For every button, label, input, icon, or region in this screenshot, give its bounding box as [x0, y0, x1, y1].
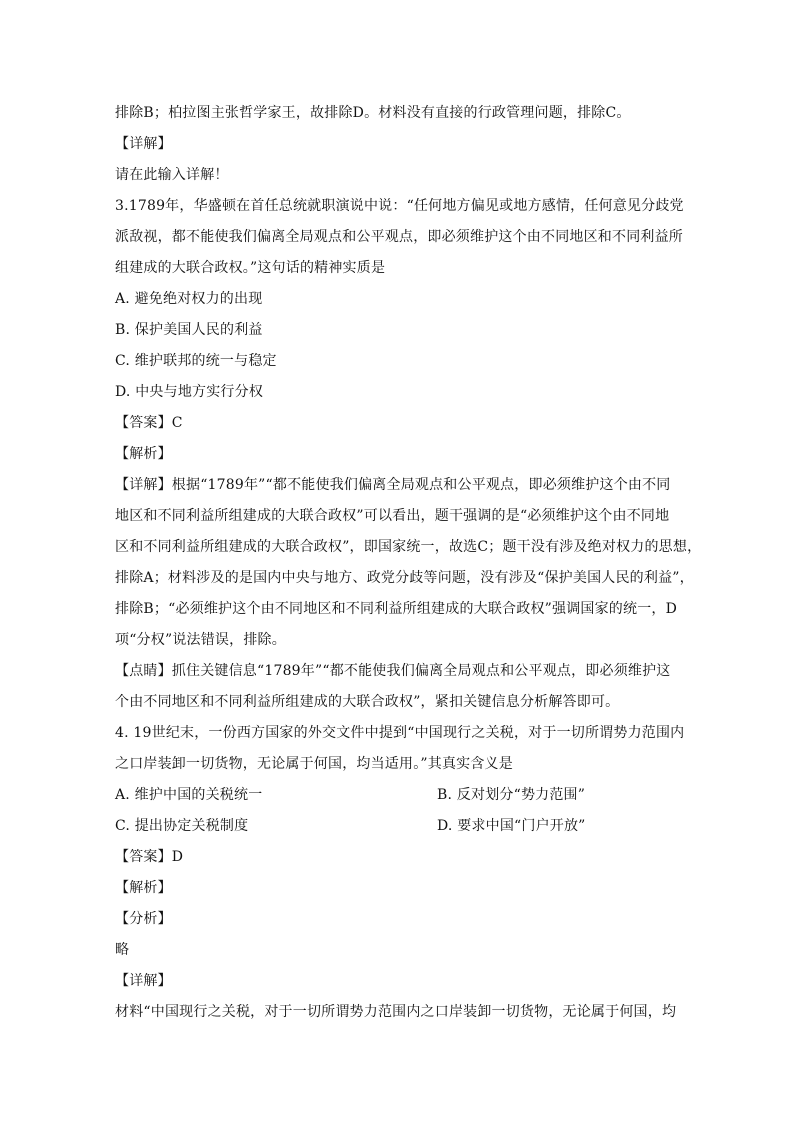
- question-3-stem: 3.1789年，华盛顿在首任总统就职演说中说：“任何地方偏见或地方感情，任何意见分歧党: [115, 198, 684, 214]
- question-3-explanation: 排除A；材料涉及的是国内中央与地方、政党分歧等问题，没有涉及“保护美国人民的利益”，: [115, 570, 694, 586]
- question-4-option-c: C. 提出协定关税制度: [115, 818, 249, 834]
- text-line: 排除B；柏拉图主张哲学家王，故排除D。材料没有直接的行政管理问题，排除C。: [115, 105, 631, 121]
- question-3-answer: 【答案】C: [115, 415, 183, 431]
- question-3-explanation: 区和不同利益所组建成的大联合政权”，即国家统一，故选C；题干没有涉及绝对权力的思想，: [115, 539, 702, 555]
- question-3-stem: 组建成的大联合政权。”这句话的精神实质是: [115, 260, 386, 276]
- question-3-explanation: 地区和不同利益所组建成的大联合政权”可以看出，题干强调的是“必须维护这个由不同地: [115, 508, 670, 524]
- question-3-explanation: 项“分权”说法错误，排除。: [115, 632, 286, 648]
- section-label-analysis: 【解析】: [115, 446, 172, 462]
- question-4-option-a: A. 维护中国的关税统一: [115, 787, 263, 803]
- question-3-tip: 【点睛】抓住关键信息“1789年”“都不能使我们偏离全局观点和公平观点，即必须维护这: [115, 663, 671, 679]
- question-3-option-c: C. 维护联邦的统一与稳定: [115, 353, 277, 369]
- text-line: 请在此输入详解！: [115, 167, 229, 183]
- question-4-stem: 之口岸装卸一切货物，无论属于何国，均当适用。”其真实含义是: [115, 756, 513, 772]
- question-4-stem: 4. 19世纪末，一份西方国家的外交文件中提到“中国现行之关税，对于一切所谓势力范围内: [115, 725, 685, 741]
- question-3-option-d: D. 中央与地方实行分权: [115, 384, 264, 400]
- question-3-explanation: 排除B；“必须维护这个由不同地区和不同利益所组建成的大联合政权”强调国家的统一，D: [115, 601, 678, 617]
- question-4-answer: 【答案】D: [115, 849, 184, 865]
- question-3-option-b: B. 保护美国人民的利益: [115, 322, 263, 338]
- question-3-explanation: 【详解】根据“1789年”“都不能使我们偏离全局观点和公平观点，即必须维护这个由不同: [115, 477, 671, 493]
- text-line: 略: [115, 942, 130, 958]
- question-3-stem: 派敌视，都不能使我们偏离全局观点和公平观点，即必须维护这个由不同地区和不同利益所: [115, 229, 683, 245]
- question-4-explanation: 材料“中国现行之关税，对于一切所谓势力范围内之口岸装卸一切货物，无论属于何国，均: [115, 1004, 677, 1020]
- question-3-option-a: A. 避免绝对权力的出现: [115, 291, 263, 307]
- section-label-breakdown: 【分析】: [115, 911, 172, 927]
- section-label-detail: 【详解】: [115, 973, 172, 989]
- question-3-tip: 个由不同地区和不同利益所组建成的大联合政权”，紧扣关键信息分析解答即可。: [115, 694, 620, 710]
- section-label-analysis: 【解析】: [115, 880, 172, 896]
- question-4-option-b: B. 反对划分“势力范围”: [437, 787, 586, 803]
- question-4-option-d: D. 要求中国“门户开放”: [437, 818, 586, 834]
- section-label-detail: 【详解】: [115, 136, 172, 152]
